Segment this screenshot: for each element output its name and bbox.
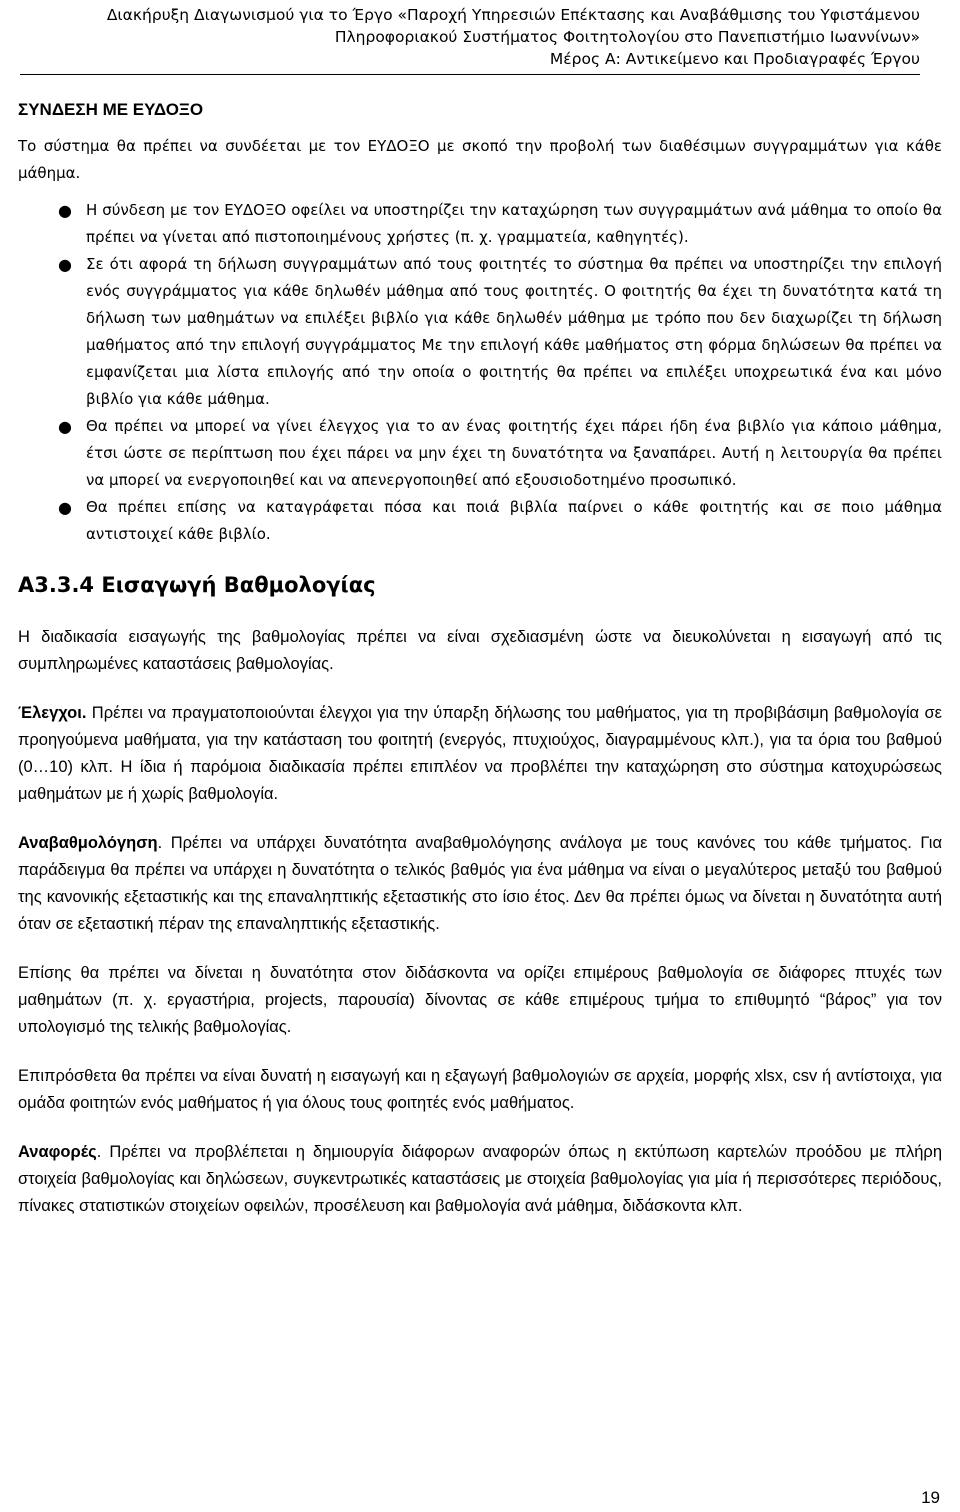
header-rule	[20, 74, 920, 75]
list-item	[18, 494, 942, 548]
checks-text: Πρέπει να πραγματοποιούνται έλεγχοι για την ύπαρξη δήλωσης του μαθήματος, για τη προβιβάσιμη βαθμολογία σε προηγούμενα μαθήματα, για την κατάσταση του φοιτητή (ενεργός, πτυχιούχος, διαγραμμένους κλπ.), για τα όρια του βαθμού (0…10) κλπ. Η ίδια ή παρόμοια διαδικασία πρέπει επιπλέον να προβλέπει την καταχώρηση στο σύστημα κατοχυρώσεως μαθημάτων με ή χωρίς βαθμολογία.	[18, 704, 942, 803]
eudoxus-bullet-list	[18, 197, 942, 548]
reports-label: Αναφορές	[18, 1143, 97, 1161]
list-item	[18, 413, 942, 494]
bullet-icon: ●	[58, 417, 72, 436]
list-item-text: Θα πρέπει επίσης να καταγράφεται πόσα και ποιά βιβλία παίρνει ο κάθε φοιτητής και σε ποιο μάθημα αντιστοιχεί κάθε βιβλίο.	[86, 498, 942, 543]
list-item	[18, 251, 942, 413]
reports-paragraph	[18, 1139, 942, 1220]
bullet-icon: ●	[58, 201, 72, 220]
checks-label: Έλεγχοι.	[18, 704, 87, 722]
list-item-text: Η σύνδεση με τον ΕΥΔΟΞΟ οφείλει να υποστηρίζει την καταχώρηση των συγγραμμάτων ανά μάθημα το οποίο θα πρέπει να γίνεται από πιστοποιημένους χρήστες (π. χ. γραμματεία, καθηγητές).	[86, 201, 942, 246]
bullet-icon: ●	[58, 255, 72, 274]
bullet-icon: ●	[58, 498, 72, 517]
list-item-text: Σε ότι αφορά τη δήλωση συγγραμμάτων από τους φοιτητές το σύστημα θα πρέπει να υποστηρίζει την επιλογή ενός συγγράμματος για κάθε δηλωθέν μάθημα από τους φοιτητές. Ο φοιτητής θα έχει τη δυνατότητα κατά τη δήλωση των μαθημάτων να επιλέξει βιβλίο για κάθε δηλωθέν μάθημα με τρόπο που δεν διαχωρίζει τη δήλωση μαθήματος από την επιλογή συγγράμματος Με την επιλογή κάθε μαθήματος στη φόρμα δηλώσεων θα πρέπει να εμφανίζεται μια λίστα επιλογής από την οποία ο φοιτητής θα πρέπει να επιλέξει υποχρεωτικά ένα και μόνο βιβλίο για κάθε μάθημα.	[86, 255, 942, 408]
page-number: 19	[921, 1488, 940, 1507]
page-header	[20, 4, 920, 70]
header-line-3: Μέρος Α: Αντικείμενο και Προδιαγραφές Έργου	[549, 50, 920, 68]
grades-section-heading: Α3.3.4 Εισαγωγή Βαθμολογίας	[18, 573, 376, 597]
regrade-label: Αναβαθμολόγηση	[18, 834, 158, 852]
list-item	[18, 197, 942, 251]
grades-intro: Η διαδικασία εισαγωγής της βαθμολογίας πρέπει να είναι σχεδιασμένη ώστε να διευκολύνεται η εισαγωγή από τις συμπληρωμένες καταστάσεις βαθμολογίας.	[18, 628, 942, 673]
regrade-paragraph	[18, 830, 942, 938]
page-body	[18, 96, 942, 1220]
checks-paragraph	[18, 700, 942, 808]
files-paragraph: Επιπρόσθετα θα πρέπει να είναι δυνατή η εισαγωγή και η εξαγωγή βαθμολογιών σε αρχεία, μορφής xlsx, csv ή αντίστοιχα, για ομάδα φοιτητών ενός μαθήματος ή για όλους τους φοιτητές ενός μαθήματος.	[18, 1067, 942, 1112]
header-line-1: Διακήρυξη Διαγωνισμού για το Έργο «Παροχή Υπηρεσιών Επέκτασης και Αναβάθμισης του Υφιστάμενου	[106, 6, 920, 24]
eudoxus-heading: ΣΥΝΔΕΣΗ ΜΕ ΕΥΔΟΞΟ	[18, 100, 204, 119]
eudoxus-intro: Το σύστημα θα πρέπει να συνδέεται με τον ΕΥΔΟΞΟ με σκοπό την προβολή των διαθέσιμων συγγραμμάτων για κάθε μάθημα.	[18, 137, 942, 182]
header-line-2: Πληροφοριακού Συστήματος Φοιτητολογίου στο Πανεπιστήμιο Ιωαννίνων»	[334, 28, 920, 46]
list-item-text: Θα πρέπει να μπορεί να γίνει έλεγχος για το αν ένας φοιτητής έχει πάρει ήδη ένα βιβλίο για κάποιο μάθημα, έτσι ώστε σε περίπτωση που έχει πάρει να μην έχει τη δυνατότητα να ξαναπάρει. Αυτή η λειτουργία θα πρέπει να μπορεί να ενεργοποιηθεί και να απενεργοποιηθεί από εξουσιοδοτημένο προσωπικό.	[86, 417, 942, 489]
regrade-text: . Πρέπει να υπάρχει δυνατότητα αναβαθμολόγησης ανάλογα με τους κανόνες του κάθε τμήματος. Για παράδειγμα θα πρέπει να υπάρχει η δυνατότητα ο τελικός βαθμός για ένα μάθημα να είναι ο μεγαλύτερος μεταξύ του βαθμού της κανονικής εξεταστικής και της επαναληπτικής εξεταστικής στο ίσιο έτος. Δεν θα πρέπει όμως να δίνεται η δυνατότητα αυτή όταν σε εξεταστική πέραν της επαναληπτικής εξεταστικής.	[18, 834, 942, 933]
reports-text: . Πρέπει να προβλέπεται η δημιουργία διάφορων αναφορών όπως η εκτύπωση καρτελών προόδου με πλήρη στοιχεία βαθμολογίας και δηλώσεων, συγκεντρωτικές καταστάσεις με στοιχεία βαθμολογίας για μία ή περισσότερες περιόδους, πίνακες στατιστικών στοιχείων οφειλών, προσέλευση και βαθμολογία ανά μάθημα, διδάσκοντα κλπ.	[18, 1143, 942, 1215]
weights-paragraph: Επίσης θα πρέπει να δίνεται η δυνατότητα στον διδάσκοντα να ορίζει επιμέρους βαθμολογία σε διάφορες πτυχές των μαθημάτων (π. χ. εργαστήρια, projects, παρουσία) δίνοντας σε κάθε επιμέρους τμήμα το επιθυμητό “βάρος” για τον υπολογισμό της τελικής βαθμολογίας.	[18, 964, 942, 1036]
